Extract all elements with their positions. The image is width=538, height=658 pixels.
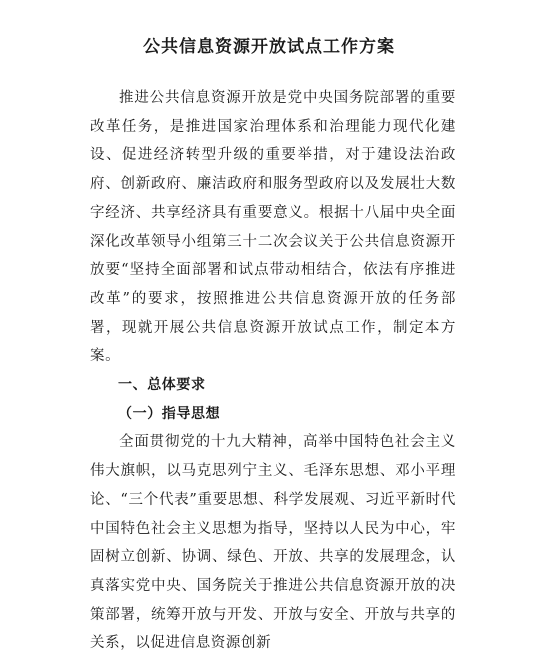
section-heading: 一、总体要求: [118, 377, 206, 394]
document-title: 公共信息资源开放试点工作方案: [143, 37, 395, 57]
document-body: [90, 84, 456, 658]
intro-paragraph: 推进公共信息资源开放是党中央国务院部署的重要改革任务，是推进国家治理体系和治理能力现代化建设、促进经济转型升级的重要举措，对于建设法治政府、创新政府、廉洁政府和服务型政府以及发展壮大数字经济、共享经济具有重要意义。根据十八届中央全面深化改革领导小组第三十二次会议关于公共信息资源开放要“坚持全面部署和试点带动相结合，依法有序推进改革”的要求，按照推进公共信息资源开放的任务部署，现就开展公共信息资源开放试点工作，制定本方案。: [90, 90, 456, 365]
subsection-heading: （一）指导思想: [118, 405, 221, 422]
guiding-thought-paragraph: 全面贯彻党的十九大精神，高举中国特色社会主义伟大旗帜，以马克思列宁主义、毛泽东思想、邓小平理论、“三个代表”重要思想、科学发展观、习近平新时代中国特色社会主义思想为指导，坚持以人民为中心，牢固树立创新、协调、绿色、开放、共享的发展理念，认真落实党中央、国务院关于推进公共信息资源开放的决策部署，统筹开放与开发、开放与安全、开放与共享的关系，以促进信息资源创新: [90, 434, 456, 652]
